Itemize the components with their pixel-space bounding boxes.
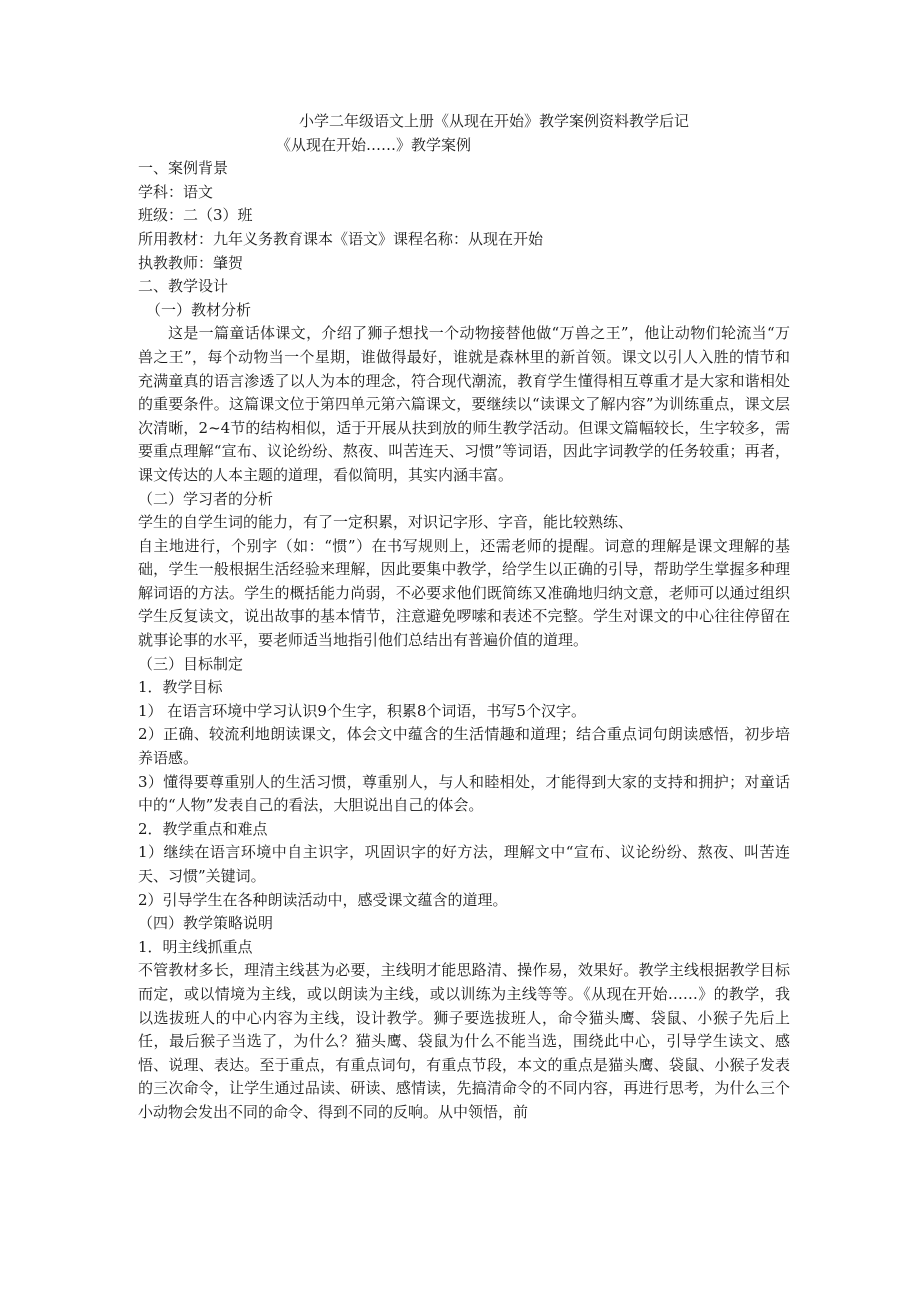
class-line: 班级：二（3）班	[138, 206, 253, 225]
part2-heading: （二）学习者的分析	[138, 489, 274, 508]
document-subtitle: 《从现在开始……》教学案例	[276, 135, 472, 154]
key-points-heading: 2．教学重点和难点	[138, 819, 268, 838]
strategy-heading: 1．明主线抓重点	[138, 937, 253, 956]
part1-paragraph: 这是一篇童话体课文，介绍了狮子想找一个动物接替他做“万兽之王”，他让动物们轮流当“万兽之王”，每个动物当一个星期，谁做得最好，谁就是森林里的新首领。课文以引人入胜的情节和充满童真的语言渗透了以人为本的理念，符合现代潮流，教育学生懂得相互尊重才是大家和谐相处的重要条件。这篇课文位于第四单元第六篇课文，要继续以“读课文了解内容”为训练重点，课文层次清晰，2~4节的结构相似，适于开展从扶到放的师生教学活动。但课文篇幅较长，生字较多，需要重点理解“宣布、议论纷纷、熬夜、叫苦连天、习惯”等词语，因此字词教学的任务较重；再者，课文传达的人本主题的道理，看似简明，其实内涵丰富。	[138, 324, 790, 484]
goal-2: 2）正确、较流利地朗读课文，体会文中蕴含的生活情趣和道理；结合重点词句朗读感悟，初步培养语感。	[138, 725, 790, 768]
goal-3: 3）懂得要尊重别人的生活习惯，尊重别人，与人和睦相处，才能得到大家的支持和拥护；对童话中的“人物”发表自己的看法，大胆说出自己的体会。	[138, 772, 790, 815]
part2-paragraph: 自主地进行，个别字（如：“惯”）在书写规则上，还需老师的提醒。词意的理解是课文理解的基础，学生一般根据生活经验来理解，因此要集中教学，给学生以正确的引导，帮助学生掌握多种理解词语的方法。学生的概括能力尚弱，不必要求他们既简练又准确地归纳文意，老师可以通过组织学生反复读文，说出故事的基本情节，注意避免啰嗦和表述不完整。学生对课文的中心往往停留在就事论事的水平，要老师适当地指引他们总结出有普遍价值的道理。	[138, 536, 790, 650]
part2-line1: 学生的自学生词的能力，有了一定积累，对识记字形、字音，能比较熟练、	[138, 513, 634, 532]
part1-heading: （一）教材分析	[146, 300, 252, 319]
material-line: 所用教材：九年义务教育课本《语文》课程名称：从现在开始	[138, 229, 544, 248]
key-point-2: 2）引导学生在各种朗读活动中，感受课文蕴含的道理。	[138, 890, 508, 909]
goals-heading: 1．教学目标	[138, 678, 223, 697]
section1-heading: 一、案例背景	[138, 159, 229, 178]
document-title: 小学二年级语文上册《从现在开始》教学案例资料教学后记	[298, 112, 689, 130]
part4-heading: （四）教学策略说明	[138, 914, 274, 933]
part3-heading: （三）目标制定	[138, 654, 244, 673]
teacher-line: 执教教师：肇贺	[138, 253, 244, 272]
subject-line: 学科：语文	[138, 182, 214, 201]
strategy-paragraph: 不管教材多长，理清主线甚为必要，主线明才能思路清、操作易，效果好。教学主线根据教学目标而定，或以情境为主线，或以朗读为主线，或以训练为主线等等。《从现在开始……》的教学，我以选拔班人的中心内容为主线，设计教学。狮子要选拔班人，命令猫头鹰、袋鼠、小猴子先后上任，最后猴子当选了，为什么？猫头鹰、袋鼠为什么不能当选，围绕此中心，引导学生读文、感悟、说理、表达。至于重点，有重点词句，有重点节段，本文的重点是猫头鹰、袋鼠、小猴子发表的三次命令，让学生通过品读、研读、感情读，先搞清命令的不同内容，再进行思考，为什么三个小动物会发出不同的命令、得到不同的反响。从中领悟，前	[138, 961, 790, 1121]
key-point-1: 1）继续在语言环境中自主识字，巩固识字的好方法，理解文中“宣布、议论纷纷、熬夜、叫苦连天、习惯”关键词。	[138, 843, 790, 885]
document-page	[138, 110, 790, 1125]
goal-1: 1） 在语言环境中学习认识9个生字，积累8个词语，书写5个汉字。	[138, 701, 586, 720]
section2-heading: 二、教学设计	[138, 277, 229, 296]
